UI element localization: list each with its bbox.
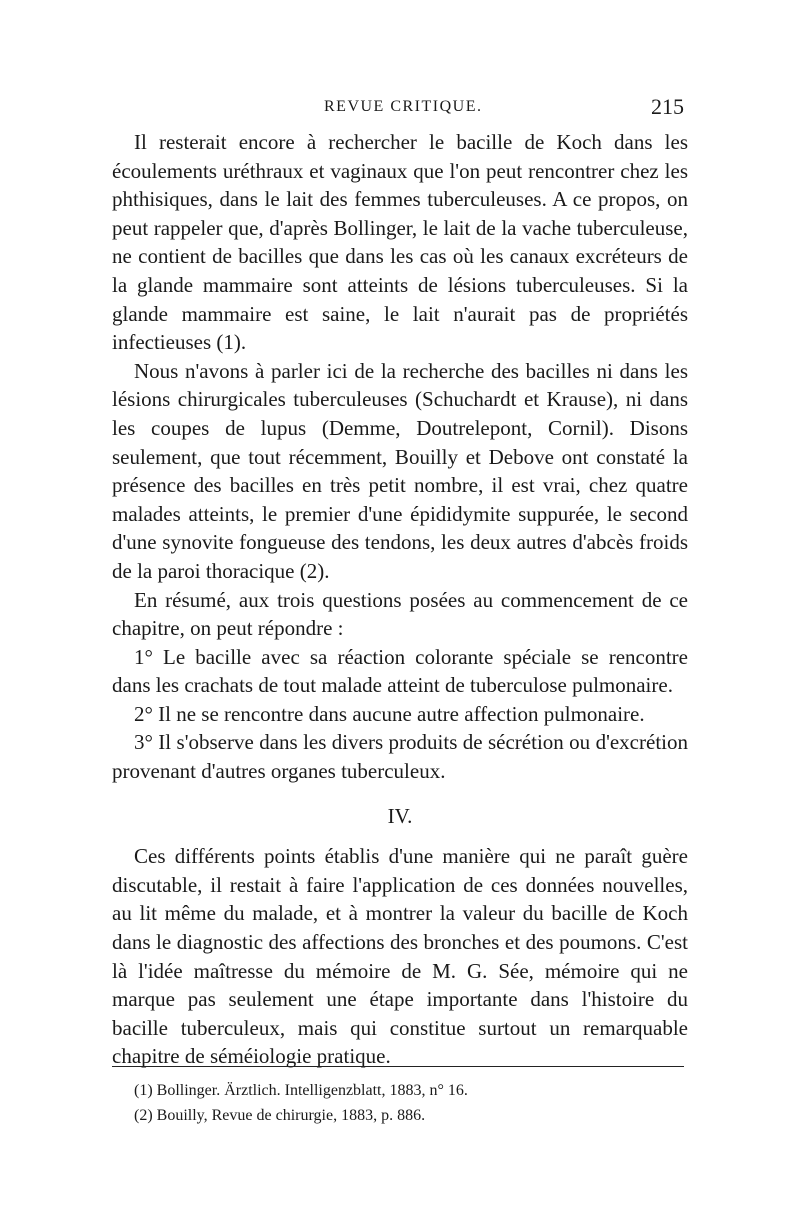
body-text: [112, 128, 688, 1071]
answer-item-1: 1° Le bacille avec sa réaction colorante spéciale se rencontre dans les crachats de tout malade atteint de tuberculose pulmonaire.: [112, 644, 688, 698]
section-heading: IV.: [387, 803, 413, 828]
footnote-1: (1) Bollinger. Ärztlich. Intelligenzblatt, 1883, n° 16.: [134, 1082, 468, 1099]
paragraph-bollinger: Il resterait encore à rechercher le bacille de Koch dans les écoulements uréthraux et vaginaux que l'on peut rencontrer chez les phthisiques, dans le lait des femmes tuberculeuses. A ce propos, on peut rappeler que, d'après Bollinger, le lait de la vache tuberculeuse, ne contient de bacilles que dans les cas où les canaux excréteurs de la glande mammaire sont atteints de lésions tuberculeuses. Si la glande mammaire est saine, le lait n'aurait pas de propriétés infectieuses (1).: [112, 130, 688, 355]
paragraph-surgical-lesions: Nous n'avons à parler ici de la recherche des bacilles ni dans les lésions chirurgicales tuberculeuses (Schuchardt et Krause), ni dans les coupes de lupus (Demme, Doutrelepont, Cornil). Disons seulement, que tout récemment, Bouilly et Debove ont constaté la présence des bacilles en très petit nombre, il est vrai, chez quatre malades atteints, le premier d'une épididymite suppurée, le second d'une synovite fongueuse des tendons, les deux autres d'abcès froids de la paroi thoracique (2).: [112, 358, 688, 583]
running-title: REVUE CRITIQUE.: [324, 98, 483, 115]
footnote-divider: [112, 1066, 684, 1067]
running-header: [112, 94, 688, 124]
paragraph-section-iv: Ces différents points établis d'une manière qui ne paraît guère discutable, il restait à faire l'application de ces données nouvelles, au lit même du malade, et à montrer la valeur du bacille de Koch dans le diagnostic des affections des bronches et des poumons. C'est là l'idée maîtresse du mémoire de M. G. Sée, mémoire qui ne marque pas seulement une étape importante dans l'histoire du bacille tuberculeux, mais qui constitue surtout un remarquable chapitre de séméiologie pratique.: [112, 844, 688, 1069]
answer-item-2: 2° Il ne se rencontre dans aucune autre affection pulmonaire.: [134, 701, 645, 726]
footnotes: [134, 1078, 674, 1128]
answer-item-3: 3° Il s'observe dans les divers produits de sécrétion ou d'excrétion provenant d'autres organes tuberculeux.: [112, 730, 688, 784]
paragraph-summary-intro: En résumé, aux trois questions posées au commencement de ce chapitre, on peut répondre :: [112, 587, 688, 641]
footnote-2: (2) Bouilly, Revue de chirurgie, 1883, p. 886.: [134, 1107, 426, 1124]
page-number: 215: [651, 94, 684, 119]
